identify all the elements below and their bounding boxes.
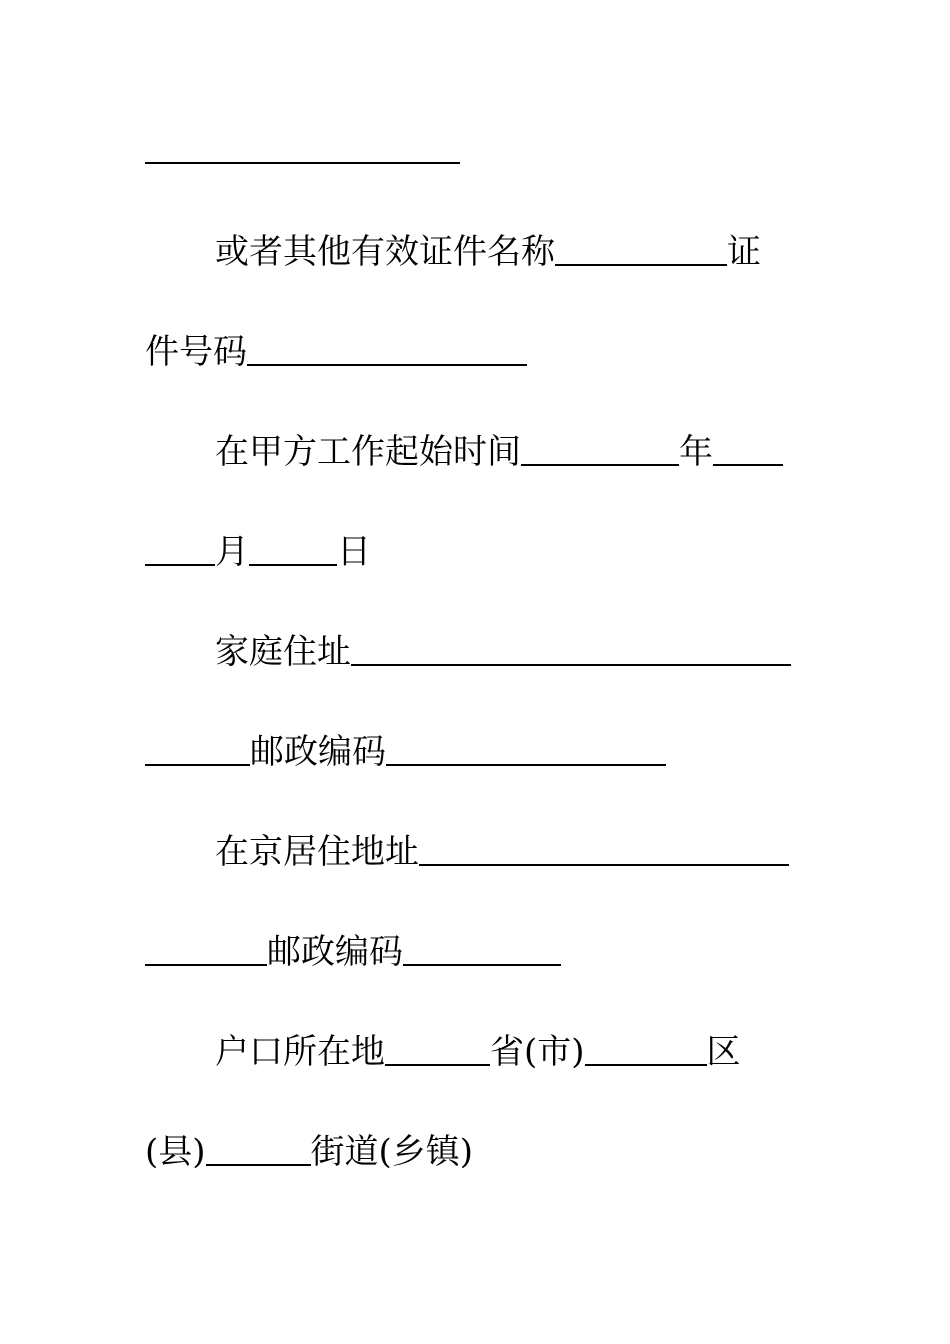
month-blank-part1[interactable]	[713, 464, 783, 466]
year-label: 年	[679, 432, 713, 472]
beijing-address-blank[interactable]	[419, 864, 789, 866]
start-time-label: 在甲方工作起始时间	[215, 432, 521, 472]
day-blank[interactable]	[249, 564, 337, 566]
line-id-name	[215, 232, 761, 272]
line-beijing-postcode	[145, 932, 561, 972]
home-postcode-blank[interactable]	[386, 764, 666, 766]
beijing-postcode-blank[interactable]	[403, 964, 561, 966]
postcode-label-2: 邮政编码	[267, 932, 403, 972]
province-blank[interactable]	[385, 1064, 490, 1066]
street-blank[interactable]	[206, 1164, 311, 1166]
line-id-number	[145, 332, 527, 372]
line-beijing-address	[215, 832, 789, 872]
home-address-blank-cont[interactable]	[145, 764, 250, 766]
home-address-blank[interactable]	[351, 664, 791, 666]
hukou-label: 户口所在地	[215, 1032, 385, 1072]
home-address-label: 家庭住址	[215, 632, 351, 672]
district-blank[interactable]	[585, 1064, 707, 1066]
line-leading-blank	[145, 130, 460, 170]
line-start-time	[215, 432, 783, 472]
line-month-day	[145, 532, 371, 572]
line-home-postcode	[145, 732, 666, 772]
beijing-address-blank-cont[interactable]	[145, 964, 267, 966]
id-name-label: 或者其他有效证件名称	[215, 232, 555, 272]
line-county-street	[145, 1132, 473, 1172]
id-number-blank[interactable]	[247, 364, 527, 366]
month-blank-part2[interactable]	[145, 564, 215, 566]
month-label: 月	[215, 532, 249, 572]
blank-field[interactable]	[145, 162, 460, 164]
id-name-suffix: 证	[727, 232, 761, 272]
postcode-label: 邮政编码	[250, 732, 386, 772]
district-label: 区	[706, 1032, 741, 1072]
province-label: 省(市)	[490, 1032, 585, 1072]
id-name-blank[interactable]	[555, 264, 727, 266]
beijing-address-label: 在京居住地址	[215, 832, 419, 872]
day-label: 日	[337, 532, 371, 572]
line-hukou	[215, 1032, 741, 1072]
line-home-address	[215, 632, 791, 672]
street-label: 街道(乡镇)	[310, 1132, 474, 1172]
year-blank[interactable]	[521, 464, 679, 466]
id-number-label: 件号码	[145, 332, 247, 372]
county-label: (县)	[145, 1132, 206, 1172]
